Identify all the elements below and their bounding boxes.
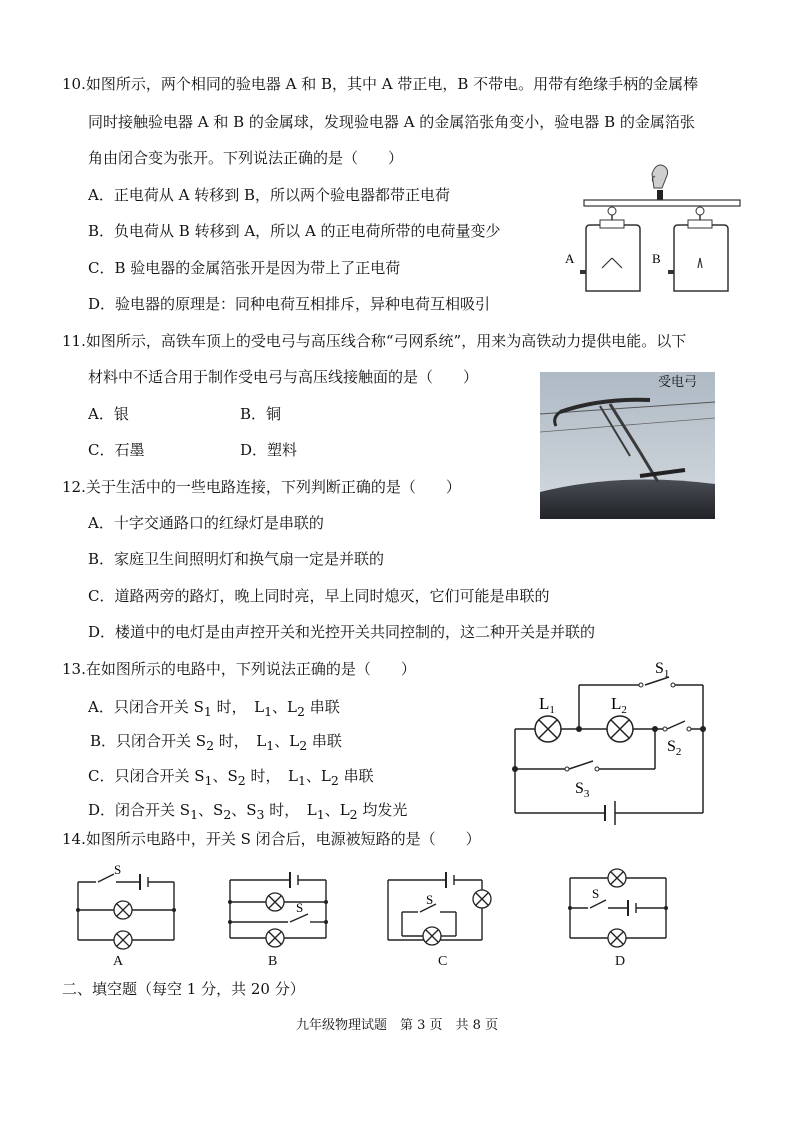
q12-stem: 12.关于生活中的一些电路连接，下列判断正确的是（ ）: [62, 478, 461, 496]
q10-option-d: D．验电器的原理是：同种电荷互相排斥，异种电荷互相吸引: [88, 295, 491, 313]
q11-option-b: B．铜: [240, 405, 282, 423]
q10-stem-line3: 角由闭合变为张开。下列说法正确的是（ ）: [88, 149, 404, 167]
page-footer: 九年级物理试题 第 3 页 共 8 页: [296, 1018, 499, 1033]
electroscope-b: [668, 207, 728, 291]
q14-caption-c: C: [438, 954, 448, 969]
q10-option-c: C．B 验电器的金属箔张开是因为带上了正电荷: [88, 259, 401, 277]
label-b: B: [652, 251, 661, 266]
q11-stem-line2: 材料中不适合用于制作受电弓与高压线接触面的是（ ）: [88, 368, 479, 386]
q11-option-a: A．银: [88, 405, 129, 423]
q14-caption-b: B: [268, 954, 278, 969]
q10-stem-line1: 10.如图所示，两个相同的验电器 A 和 B，其中 A 带正电，B 不带电。用带有绝缘手柄的金属棒: [62, 75, 699, 93]
svg-text:S: S: [296, 900, 304, 915]
q14-circuit-d: [560, 860, 675, 950]
svg-text:S2: $S_2$: [667, 738, 682, 758]
q11-option-d: D．塑料: [240, 441, 298, 459]
q12-option-c: C．道路两旁的路灯，晚上同时亮，早上同时熄灭，它们可能是串联的: [88, 587, 550, 605]
q13-stem: 13.在如图所示的电路中，下列说法正确的是（ ）: [62, 660, 416, 678]
q10-stem-line2: 同时接触验电器 A 和 B 的金属球，发现验电器 A 的金属箔张角变小，验电器 B 的金属箔张: [88, 113, 695, 131]
lamp-l2-icon: [607, 716, 633, 742]
svg-text:S: S: [114, 862, 122, 877]
q14-caption-d: D: [615, 954, 626, 969]
lamp-l1-icon: [535, 716, 561, 742]
q13-option-b: B．只闭合开关 $S_2$ 时， $L_1$、$L_2$ 串联: [90, 732, 342, 753]
q11-option-c: C．石墨: [88, 441, 145, 459]
svg-text:L1: $L_1$: [539, 694, 555, 716]
photo-label: 受电弓: [658, 374, 698, 389]
hand-icon: [652, 165, 668, 188]
q14-circuit-a: [68, 860, 183, 950]
q14-caption-a: A: [113, 954, 124, 969]
q13-option-c: C．只闭合开关 $S_1$、$S_2$ 时， $L_1$、$L_2$ 串联: [88, 767, 374, 788]
svg-text:S: S: [592, 886, 600, 901]
q14-stem: 14.如图所示电路中，开关 S 闭合后，电源被短路的是（ ）: [62, 830, 481, 848]
q14-circuit-b: [222, 860, 337, 950]
svg-text:S: S: [426, 892, 434, 907]
q14-circuit-c: [380, 860, 500, 950]
electroscope-a: [580, 207, 640, 291]
q12-option-d: D．楼道中的电灯是由声控开关和光控开关共同控制的，这二种开关是并联的: [88, 623, 596, 641]
svg-text:L2: $L_2$: [611, 694, 627, 716]
q11-stem-line1: 11.如图所示，高铁车顶上的受电弓与高压线合称“弓网系统”，用来为高铁动力提供电能。以下: [62, 332, 687, 350]
q12-option-b: B．家庭卫生间照明灯和换气扇一定是并联的: [88, 550, 385, 568]
q12-option-a: A．十字交通路口的红绿灯是串联的: [88, 514, 324, 532]
electroscope-figure: [560, 160, 750, 300]
svg-text:S1: $S_1$: [655, 660, 670, 680]
svg-text:S3: $S_3$: [575, 780, 590, 800]
pantograph-photo: [540, 372, 715, 519]
label-a: A: [565, 251, 575, 266]
q10-option-b: B．负电荷从 B 转移到 A，所以 A 的正电荷所带的电荷量变少: [88, 222, 501, 240]
q13-circuit: [505, 655, 715, 825]
q13-option-d: D．闭合开关 $S_1$、$S_2$、$S_3$ 时， $L_1$、$L_2$ 均发光: [88, 801, 408, 822]
section-2-heading: 二、填空题（每空 1 分，共 20 分）: [62, 980, 305, 998]
q10-option-a: A．正电荷从 A 转移到 B，所以两个验电器都带正电荷: [88, 186, 450, 204]
q13-option-a: A．只闭合开关 $S_1$ 时， $L_1$、$L_2$ 串联: [88, 698, 340, 719]
